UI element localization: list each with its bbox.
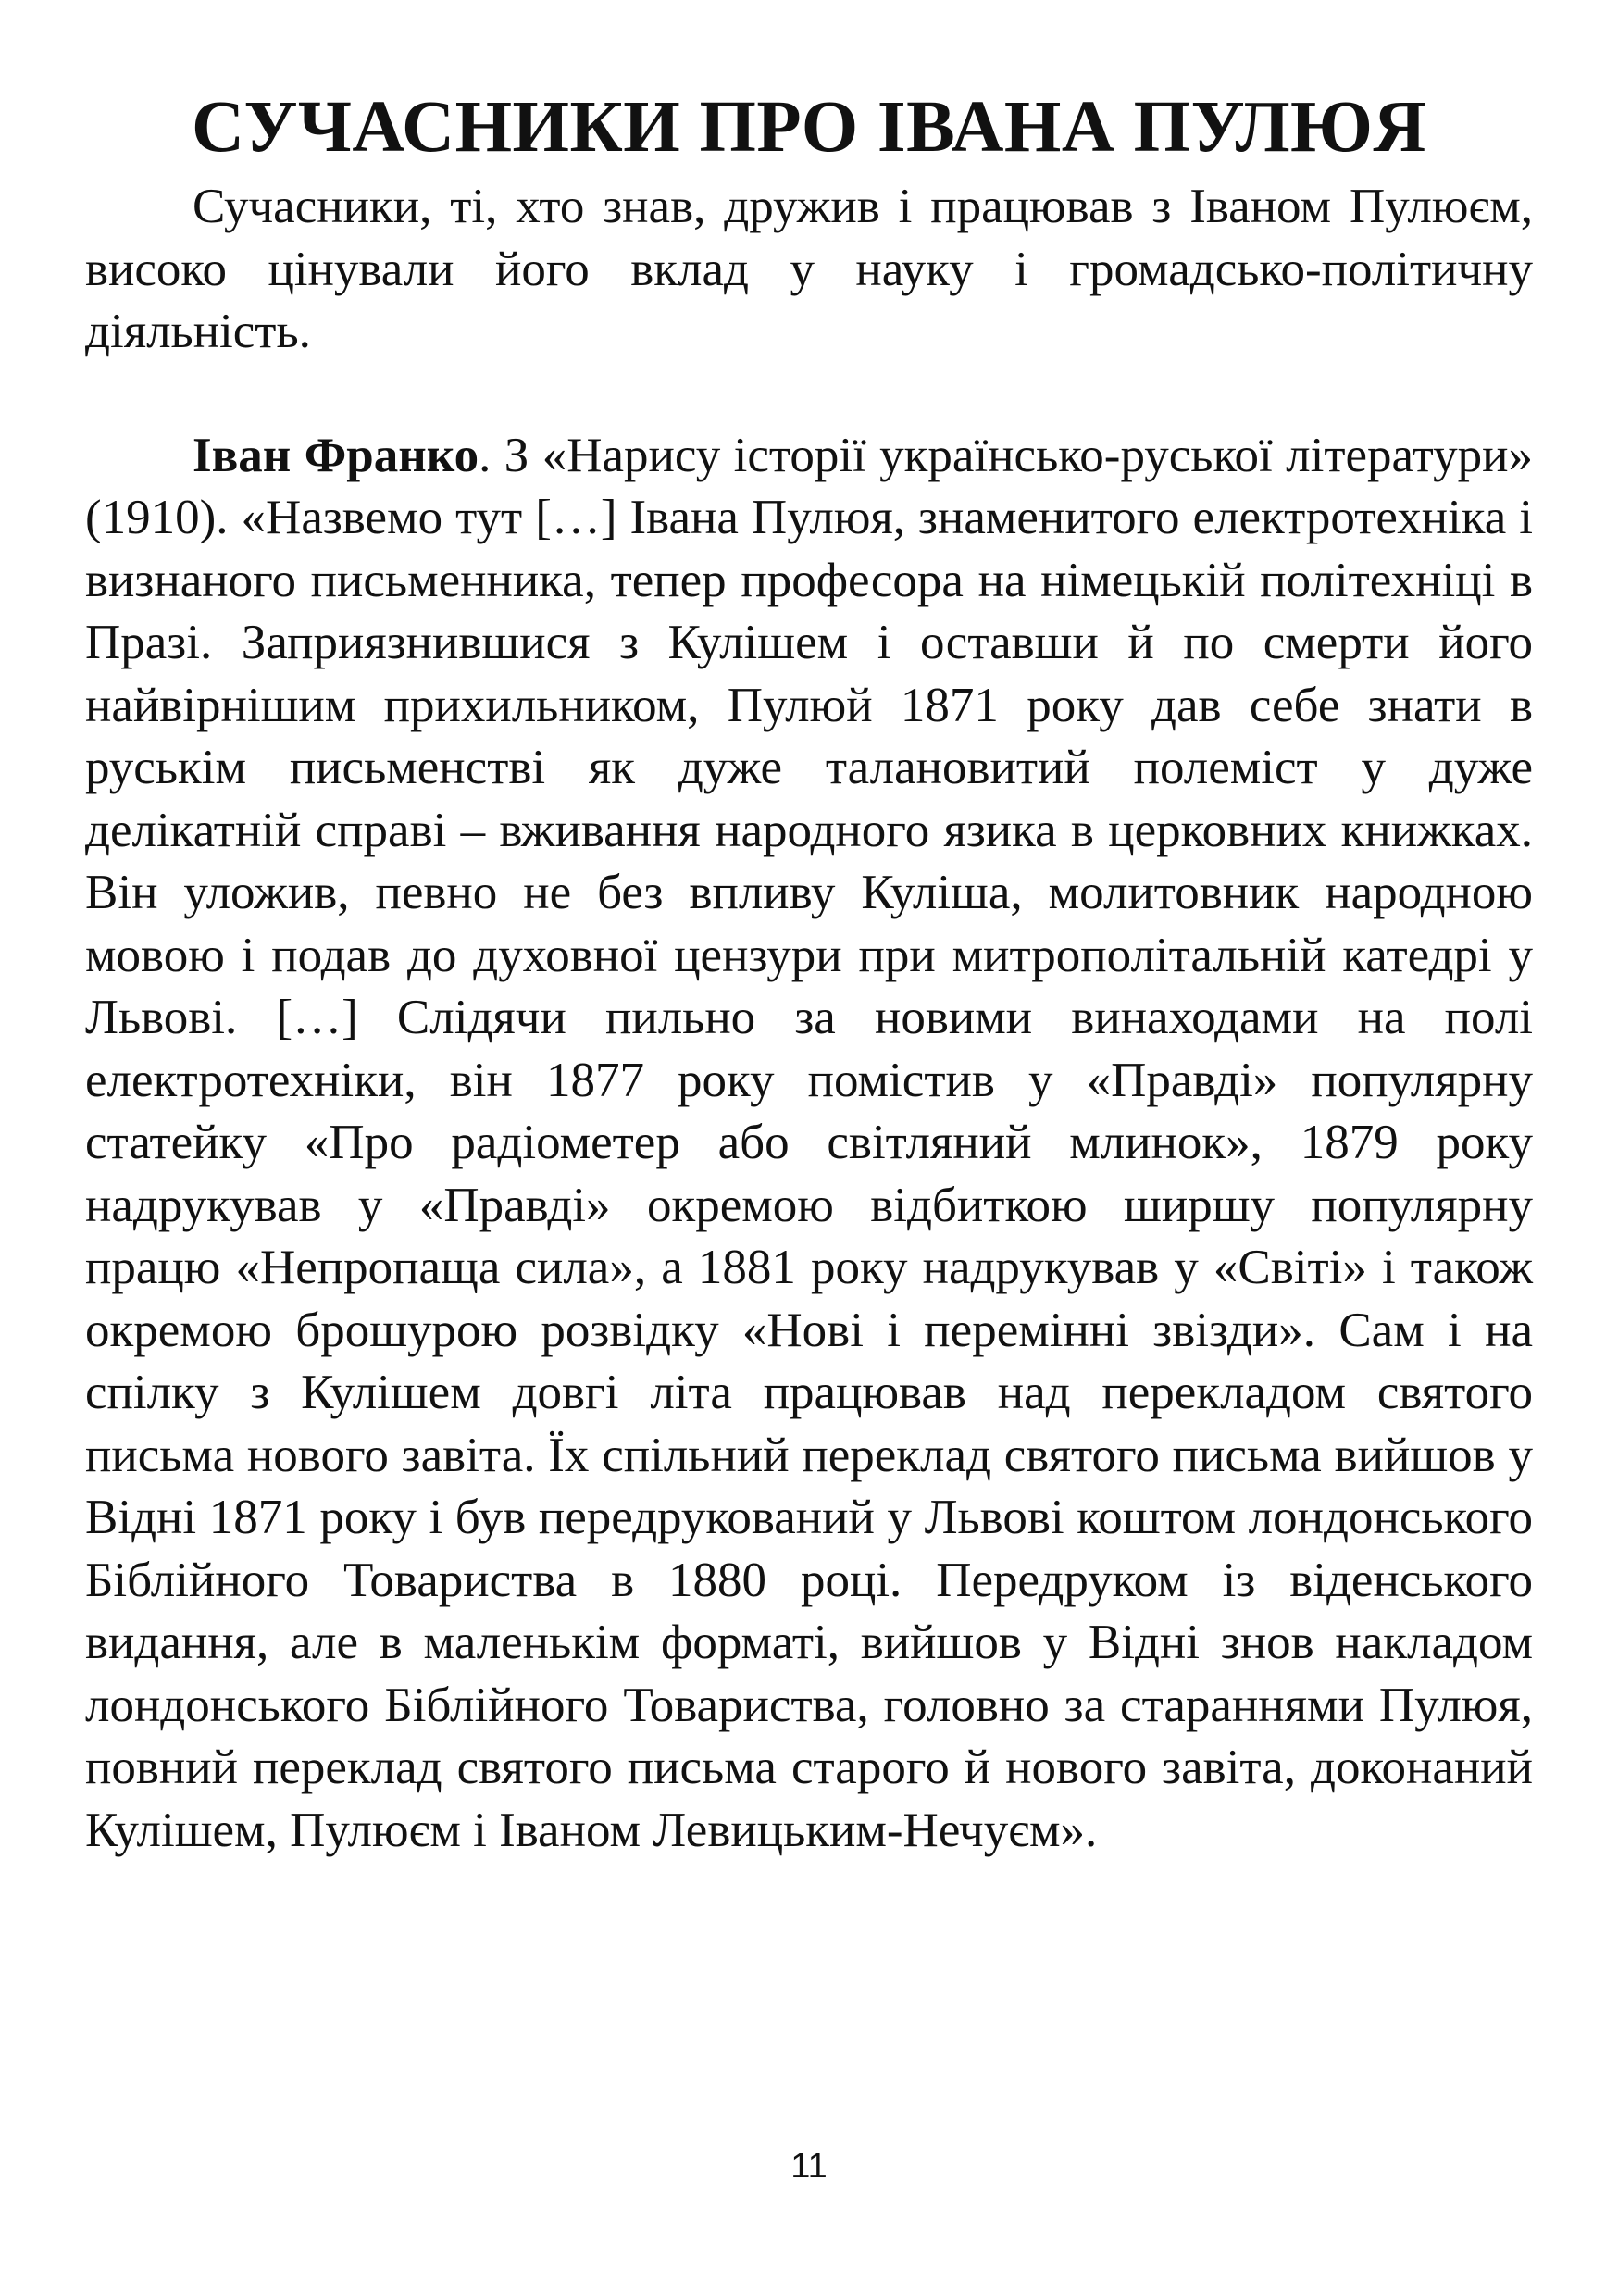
quote-author: Іван Франко bbox=[193, 428, 479, 482]
paragraph-spacer bbox=[85, 364, 1533, 425]
intro-paragraph: Сучасники, ті, хто знав, дружив і працював з Іваном Пулюєм, високо цінували його вклад у науку і громадсько-політичну діяльність. bbox=[85, 180, 1533, 358]
page-title: СУЧАСНИКИ ПРО ІВАНА ПУЛЮЯ bbox=[191, 87, 1427, 168]
document-page bbox=[85, 81, 1533, 1862]
quote-text: . З «Нарису історії українсько-руської літератури» (1910). «Назвемо тут […] Івана Пулюя, знаменитого електротехніка і визнаного письменника, тепер професора на німецькій політехніці в Празі. Заприязнившися з Кулішем і оставши й по смерти його найвірнішим прихильником, Пулюй 1871 року дав себе знати в руськім письменстві як дуже талановитий полеміст у дуже делікатній справі – вживання народного язика в церковних книжках. Він уложив, певно не без впливу Куліша, молитовник народною мовою і подав до духовної цензури при митрополітальній катедрі у Львові. […] Слідячи пильно за новими винаходами на полі електротехніки, він 1877 року помістив у «Правді» популярну статейку «Про радіометер або світляний млинок», 1879 року надрукував у «Правді» окремою відбиткою ширшу популярну працю «Непропаща сила», а 1881 року надрукував у «Світі» і також окремою брошурою розвідку «Нові і перемінні звізди». Сам і на спілку з Кулішем довгі літа працював над перекладом святого письма нового завіта. Їх спільний переклад святого письма вийшов у Відні 1871 року і був передрукований у Львові коштом лондонського Біблійного Товариства в 1880 році. Передруком із віденського видання, але в маленькім форматі, вийшов у Відні знов накладом лондонського Біблійного Товариства, головно за стараннями Пулюя, повний переклад святого письма старого й нового завіта, доконаний Кулішем, Пулюєм і Іваном Левицьким-Нечуєм». bbox=[85, 428, 1533, 1857]
quote-paragraph bbox=[85, 425, 1533, 1863]
page-number: 11 bbox=[790, 2147, 828, 2186]
